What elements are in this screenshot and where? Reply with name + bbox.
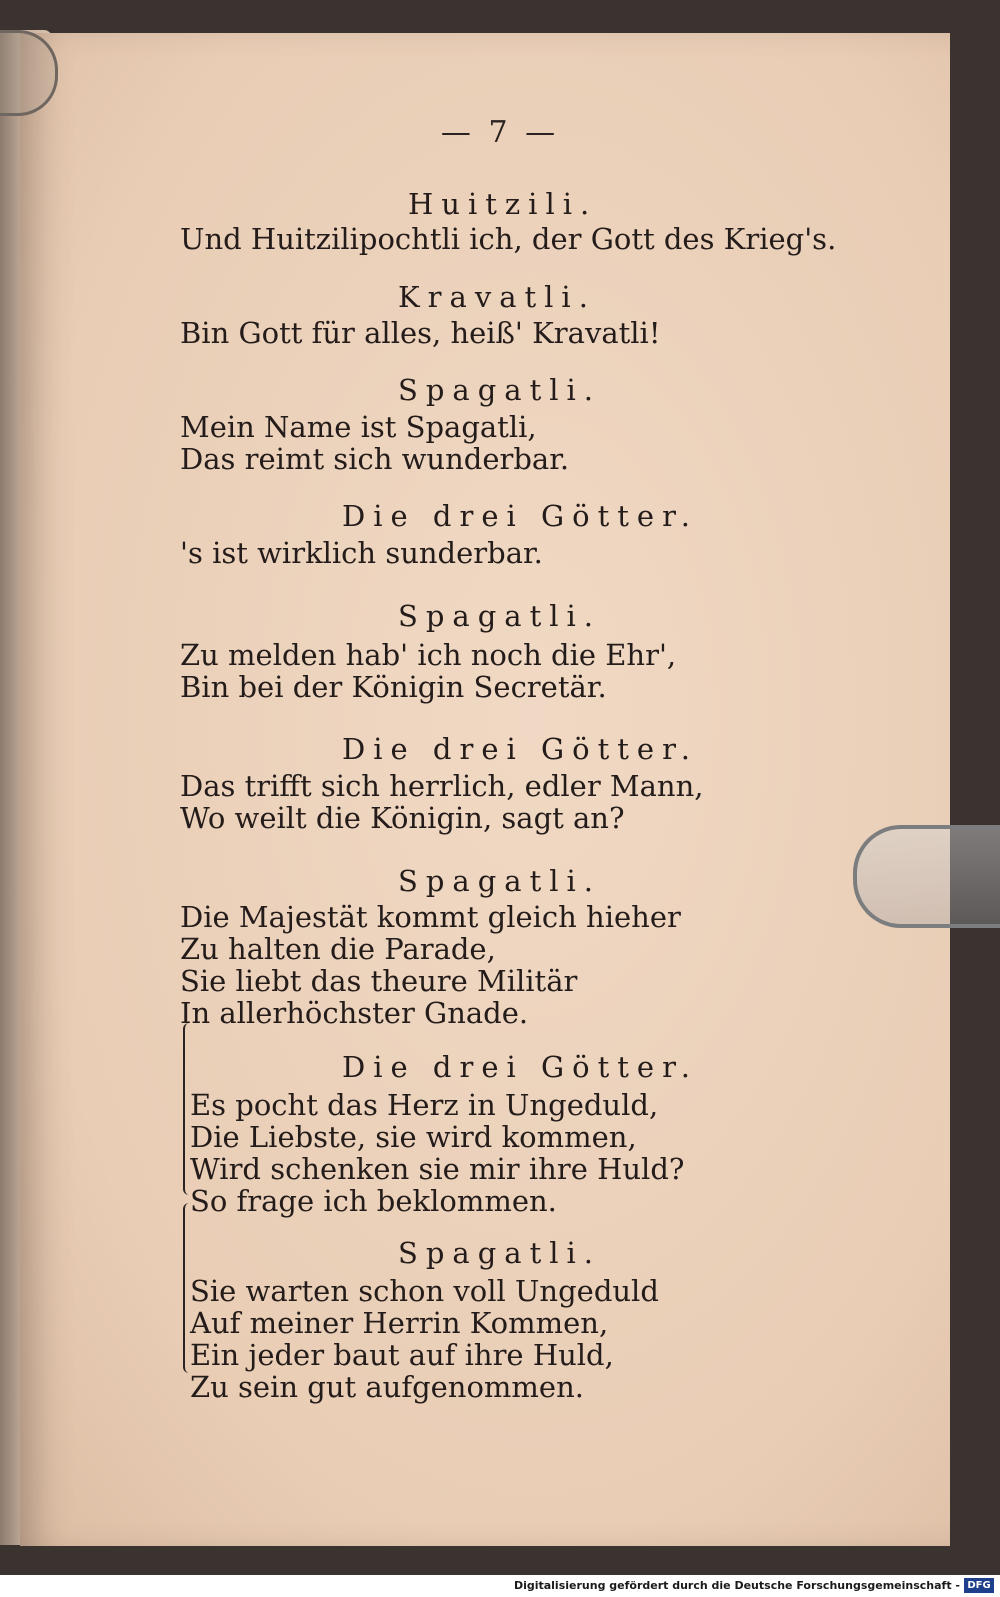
speaker-heading: Die drei Götter. bbox=[342, 1050, 698, 1084]
footer-credit: Digitalisierung gefördert durch die Deutsche Forschungsgemeinschaft - bbox=[513, 1579, 960, 1592]
verse-line: Bin Gott für alles, heiß' Kravatli! bbox=[180, 316, 661, 350]
verse-line: Die Liebste, sie wird kommen, bbox=[190, 1120, 637, 1154]
speaker-heading: Die drei Götter. bbox=[342, 499, 698, 533]
verse-line: Das reimt sich wunderbar. bbox=[180, 442, 570, 476]
verse-line: Es pocht das Herz in Ungeduld, bbox=[190, 1088, 659, 1122]
dfg-logo: DFG bbox=[964, 1578, 994, 1593]
verse-line: Zu halten die Parade, bbox=[180, 932, 496, 966]
verse-line: Zu melden hab' ich noch die Ehr', bbox=[180, 638, 677, 672]
verse-line: Das trifft sich herrlich, edler Mann, bbox=[180, 769, 704, 803]
verse-line: Bin bei der Königin Secretär. bbox=[180, 670, 607, 704]
verse-line: In allerhöchster Gnade. bbox=[180, 996, 529, 1030]
verse-line: Auf meiner Herrin Kommen, bbox=[190, 1306, 609, 1340]
verse-line: Sie warten schon voll Ungeduld bbox=[190, 1274, 659, 1308]
speaker-heading: Spagatli. bbox=[398, 599, 601, 633]
verse-line: Zu sein gut aufgenommen. bbox=[190, 1370, 584, 1404]
verse-line: Wird schenken sie mir ihre Huld? bbox=[190, 1152, 685, 1186]
speaker-heading: Huitzili. bbox=[408, 187, 598, 221]
verse-line: So frage ich beklommen. bbox=[190, 1184, 557, 1218]
verse-line: Ein jeder baut auf ihre Huld, bbox=[190, 1338, 614, 1372]
verse-line: Und Huitzilipochtli ich, der Gott des Krieg's. bbox=[180, 222, 837, 256]
speaker-heading: Spagatli. bbox=[398, 373, 601, 407]
speaker-heading: Spagatli. bbox=[398, 864, 601, 898]
verse-line: Mein Name ist Spagatli, bbox=[180, 410, 537, 444]
book-page bbox=[20, 33, 950, 1546]
verse-line: 's ist wirklich sunderbar. bbox=[180, 536, 543, 570]
verse-line: Sie liebt das theure Militär bbox=[180, 964, 578, 998]
speaker-heading: Kravatli. bbox=[398, 280, 596, 314]
footer-bar bbox=[0, 1575, 1000, 1597]
speaker-heading: Spagatli. bbox=[398, 1236, 601, 1270]
page-number: — 7 — bbox=[440, 115, 560, 150]
verse-line: Wo weilt die Königin, sagt an? bbox=[180, 801, 625, 835]
speaker-heading: Die drei Götter. bbox=[342, 732, 698, 766]
paper-clip-right bbox=[853, 825, 1000, 928]
verse-line: Die Majestät kommt gleich hieher bbox=[180, 900, 681, 934]
